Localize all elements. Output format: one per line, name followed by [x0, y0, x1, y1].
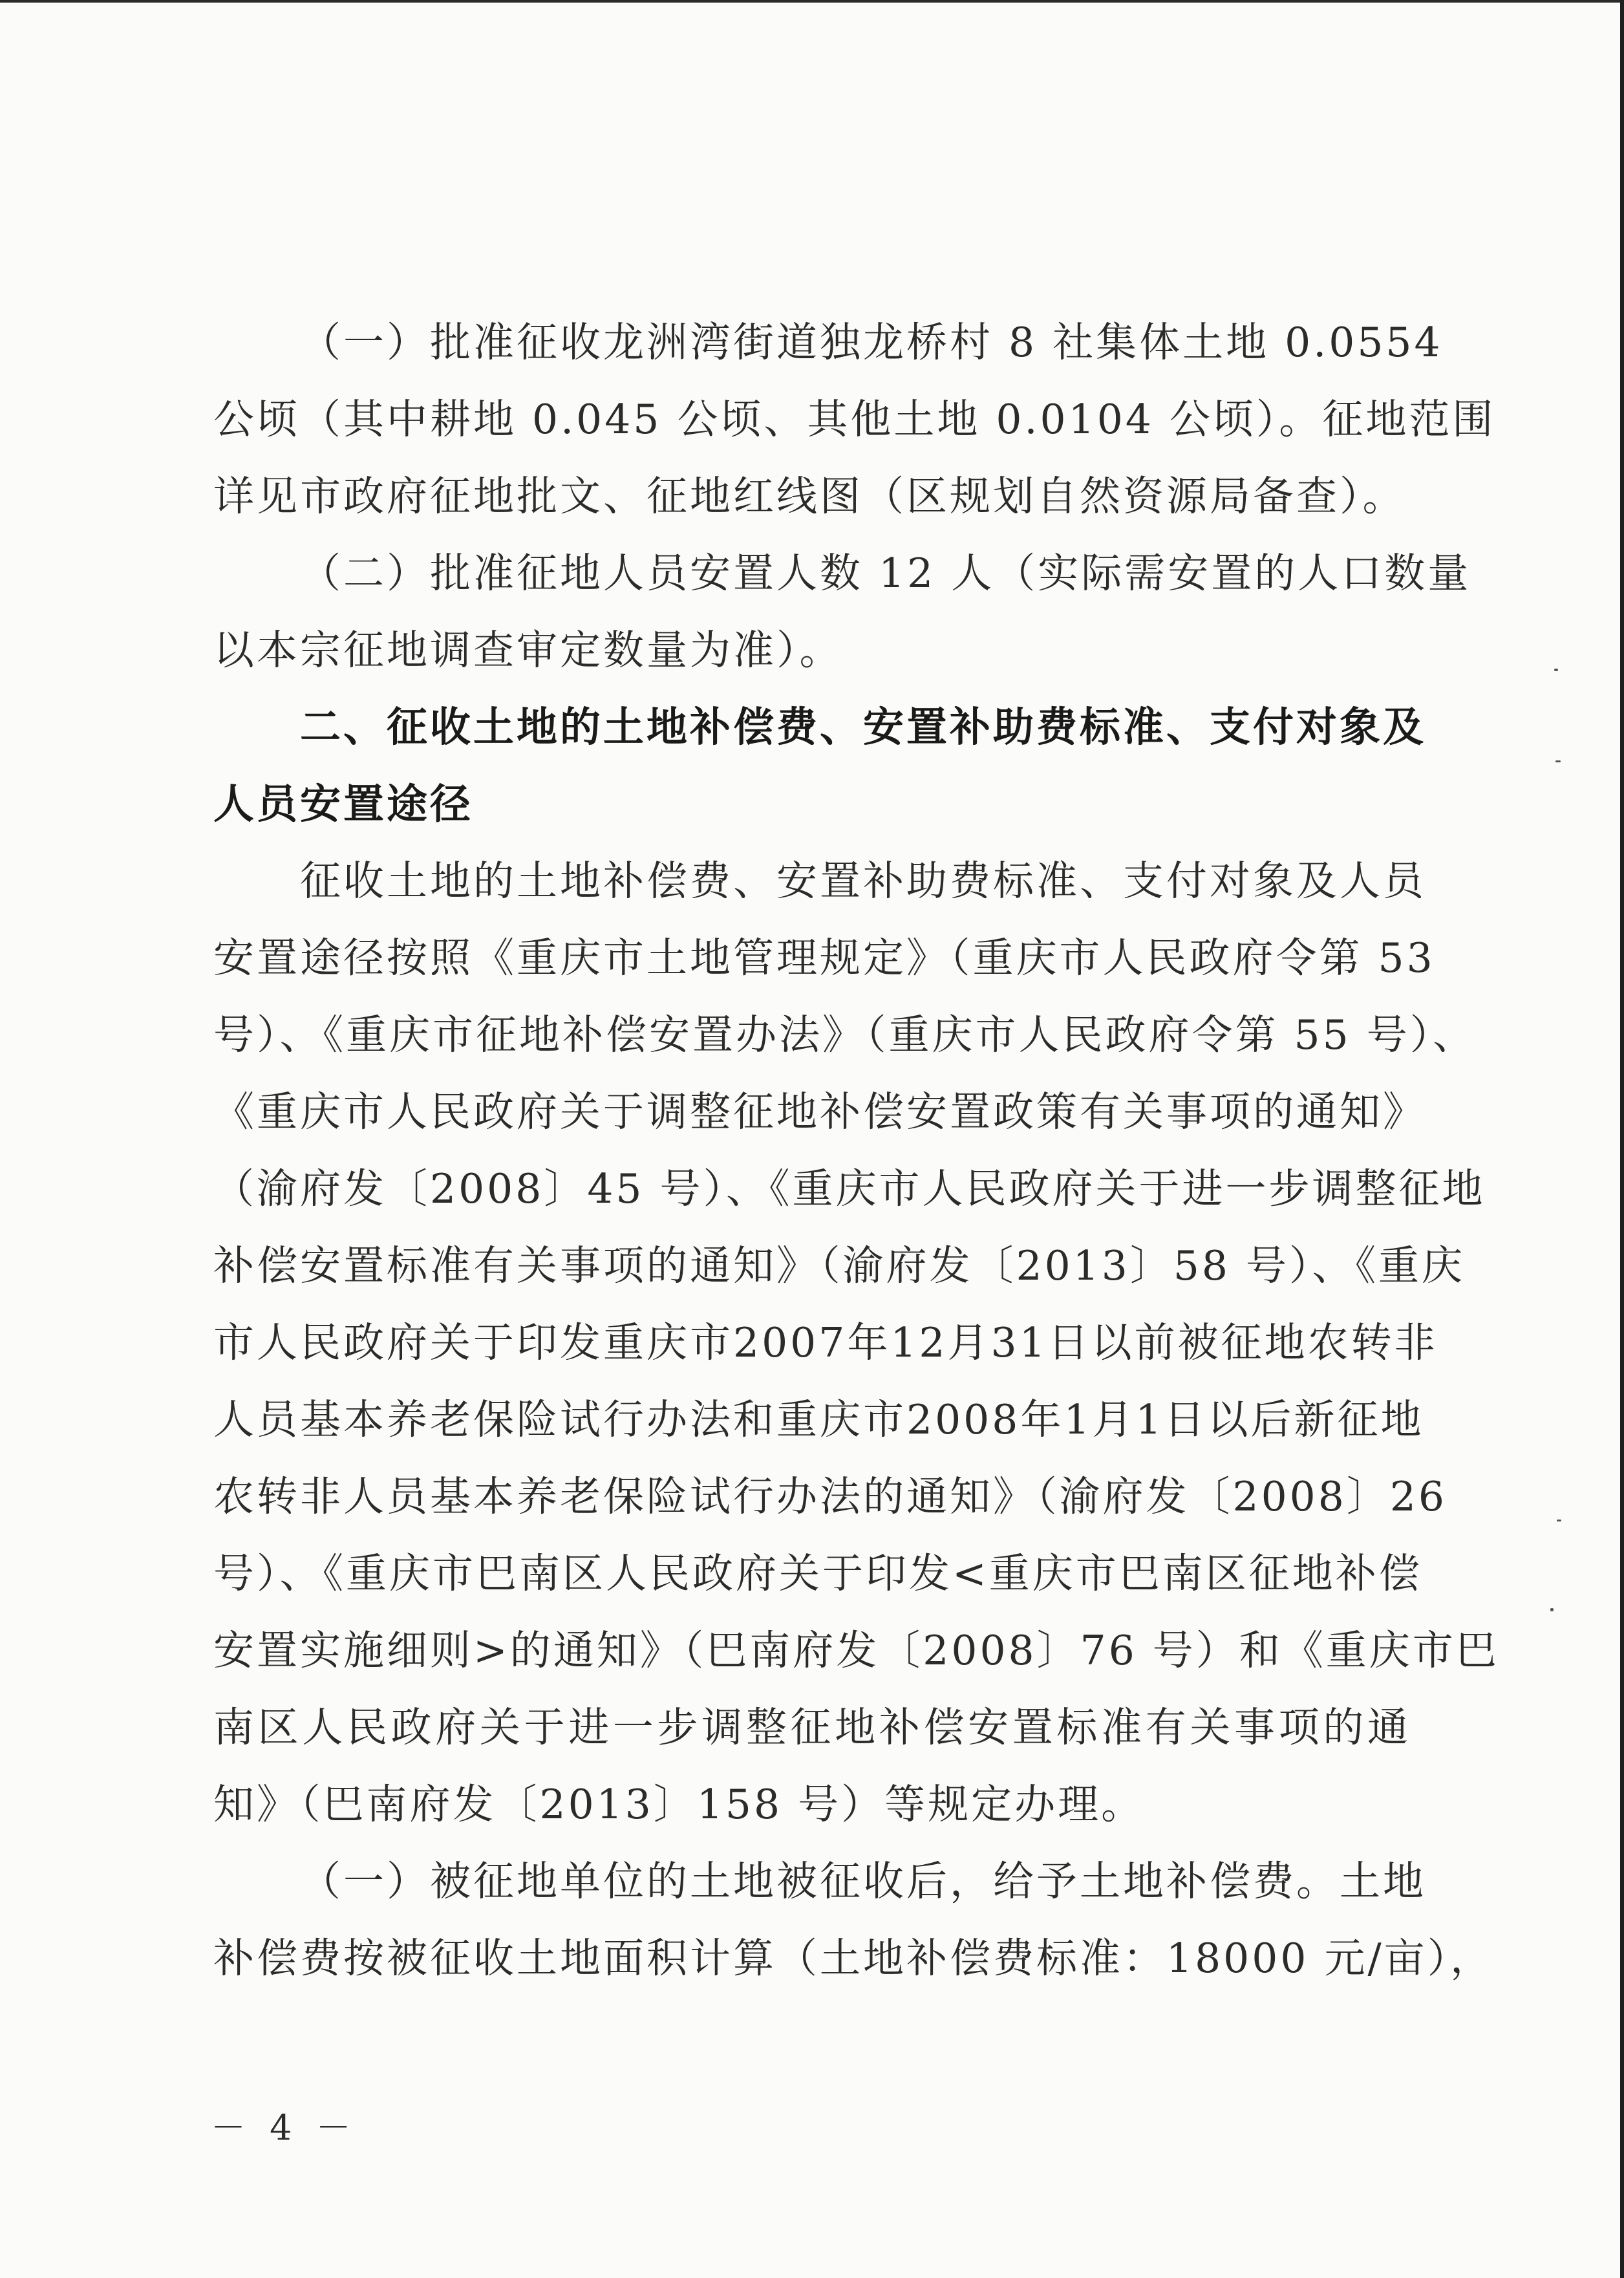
scan-speck — [1557, 1520, 1561, 1521]
text-line: 农转非人员基本养老保险试行办法的通知》（渝府发〔2008〕26 — [213, 1473, 1447, 1520]
text-line: 知》（巴南府发〔2013〕158 号）等规定办理。 — [213, 1781, 1145, 1828]
paragraph-land-compensation — [213, 1843, 1494, 1997]
text-line: 征收土地的土地补偿费、安置补助费标准、支付对象及人员 — [300, 857, 1426, 905]
text-line: 市人民政府关于印发重庆市2007年12月31日以前被征地农转非 — [213, 1319, 1438, 1366]
heading-line: 人员安置途径 — [213, 780, 473, 828]
paragraph-legal-basis — [213, 843, 1499, 1843]
scan-speck — [1554, 669, 1558, 671]
text-line: 安置途径按照《重庆市土地管理规定》（重庆市人民政府令第 53 — [213, 934, 1435, 982]
heading-line: 二、征收土地的土地补偿费、安置补助费标准、支付对象及 — [300, 704, 1426, 751]
text-line: （二）批准征地人员安置人数 12 人（实际需安置的人口数量 — [300, 550, 1471, 597]
page-number: － 4 － — [211, 2107, 358, 2148]
text-line: （一）被征地单位的土地被征收后，给予土地补偿费。土地 — [300, 1858, 1426, 1905]
paragraph-land-approval — [213, 304, 1496, 535]
text-line: 详见市政府征地批文、征地红线图（区规划自然资源局备查）。 — [213, 473, 1406, 520]
text-line: 公顷（其中耕地 0.045 公顷、其他土地 0.0104 公顷）。征地范围 — [213, 396, 1496, 443]
scan-speck — [1555, 760, 1561, 762]
text-line: 补偿安置标准有关事项的通知》（渝府发〔2013〕58 号）、《重庆 — [213, 1242, 1466, 1289]
paragraph-resettlement-count — [213, 535, 1471, 689]
text-line: （渝府发〔2008〕45 号）、《重庆市人民政府关于进一步调整征地 — [213, 1165, 1486, 1212]
text-line: 以本宗征地调查审定数量为准）。 — [213, 627, 843, 674]
text-line: 号）、《重庆市征地补偿安置办法》（重庆市人民政府令第 55 号）、 — [213, 1011, 1477, 1058]
text-line: 补偿费按被征收土地面积计算（土地补偿费标准：18000 元/亩）， — [213, 1935, 1494, 1982]
document-body — [213, 304, 1499, 1997]
section-heading — [213, 689, 1426, 843]
scan-edge-right — [1620, 0, 1624, 2278]
text-line: 号）、《重庆市巴南区人民政府关于印发<重庆市巴南区征地补偿 — [213, 1550, 1422, 1597]
scan-speck — [1550, 1608, 1554, 1611]
scan-edge-top — [0, 0, 1624, 3]
text-line: （一）批准征收龙洲湾街道独龙桥村 8 社集体土地 0.0554 — [300, 319, 1443, 366]
text-line: 人员基本养老保险试行办法和重庆市2008年1月1日以后新征地 — [213, 1396, 1424, 1443]
text-line: 南区人民政府关于进一步调整征地补偿安置标准有关事项的通 — [213, 1704, 1411, 1751]
text-line: 安置实施细则>的通知》（巴南府发〔2008〕76 号）和《重庆市巴 — [213, 1627, 1499, 1674]
text-line: 《重庆市人民政府关于调整征地补偿安置政策有关事项的通知》 — [213, 1088, 1426, 1135]
